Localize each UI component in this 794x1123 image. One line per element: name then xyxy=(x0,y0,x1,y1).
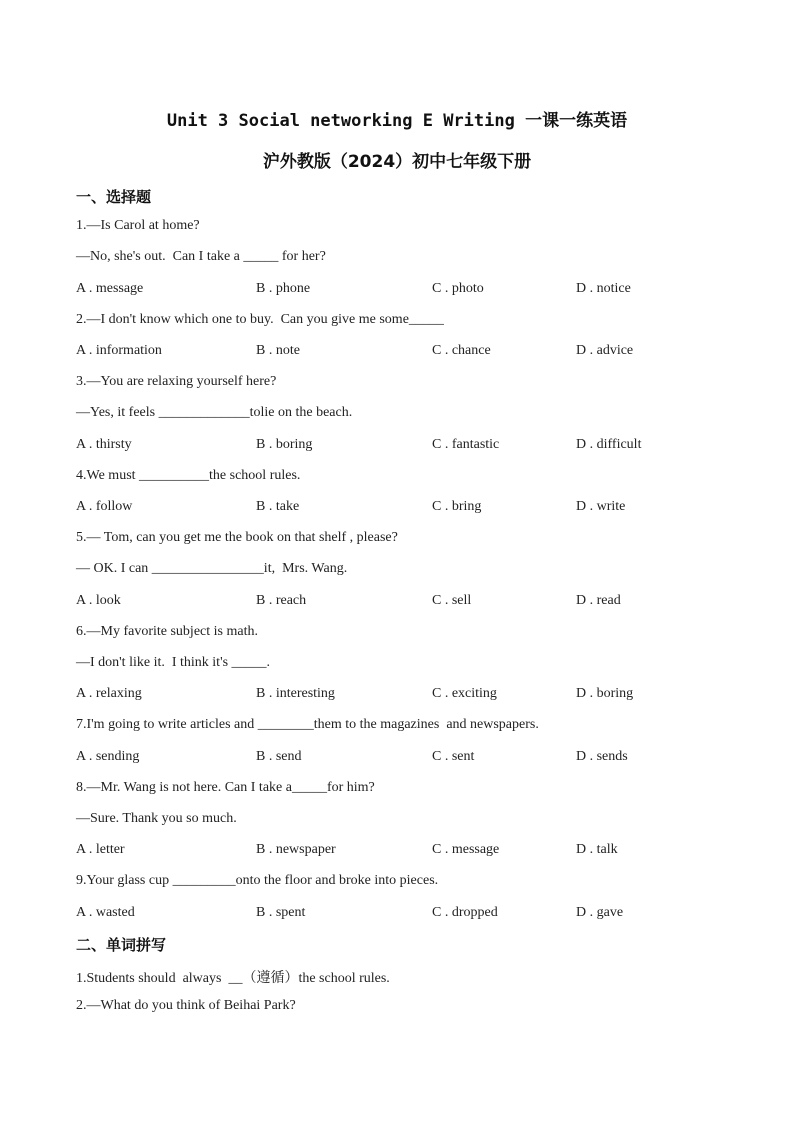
question-6-option-d[interactable]: D . boring xyxy=(576,686,634,701)
question-1-option-a[interactable]: A . message xyxy=(76,281,144,296)
question-6-option-b[interactable]: B . interesting xyxy=(256,686,335,701)
question-5-option-d[interactable]: D . read xyxy=(576,593,621,608)
question-7-option-c[interactable]: C . sent xyxy=(432,749,475,764)
question-2-option-a[interactable]: A . information xyxy=(76,343,162,358)
question-8-option-c[interactable]: C . message xyxy=(432,842,500,857)
question-5-stem: 5.— Tom, can you get me the book on that shelf , please? xyxy=(76,530,398,545)
question-7-option-a[interactable]: A . sending xyxy=(76,749,140,764)
question-8-stem-2: —Sure. Thank you so much. xyxy=(76,811,237,826)
question-7-stem: 7.I'm going to write articles and ________them to the magazines and newspapers. xyxy=(76,717,539,732)
question-9-option-d[interactable]: D . gave xyxy=(576,905,624,920)
question-9-option-c[interactable]: C . dropped xyxy=(432,905,498,920)
question-9-option-a[interactable]: A . wasted xyxy=(76,905,135,920)
question-6-option-a[interactable]: A . relaxing xyxy=(76,686,142,701)
section-heading-multiple-choice: 一、选择题 xyxy=(76,188,152,206)
question-9-stem: 9.Your glass cup _________onto the floor and broke into pieces. xyxy=(76,873,439,888)
question-3-stem: 3.—You are relaxing yourself here? xyxy=(76,374,277,389)
question-2-option-b[interactable]: B . note xyxy=(256,343,300,358)
question-1-stem: 1.—Is Carol at home? xyxy=(76,218,200,233)
question-6-stem-2: —I don't like it. I think it's _____. xyxy=(76,655,271,670)
question-1-stem-2: —No, she's out. Can I take a _____ for her? xyxy=(76,249,326,264)
section-heading-word-spelling: 二、单词拼写 xyxy=(76,936,167,954)
question-4-stem: 4.We must __________the school rules. xyxy=(76,468,301,483)
question-3-option-b[interactable]: B . boring xyxy=(256,437,313,452)
question-4-option-a[interactable]: A . follow xyxy=(76,499,133,514)
question-2-option-c[interactable]: C . chance xyxy=(432,343,491,358)
question-1-option-d[interactable]: D . notice xyxy=(576,281,631,296)
question-8-option-a[interactable]: A . letter xyxy=(76,842,125,857)
question-3-option-a[interactable]: A . thirsty xyxy=(76,437,132,452)
question-1-option-c[interactable]: C . photo xyxy=(432,281,484,296)
spelling-question-2: 2.—What do you think of Beihai Park? xyxy=(76,998,296,1013)
question-4-option-d[interactable]: D . write xyxy=(576,499,626,514)
document-subtitle: 沪外教版（2024）初中七年级下册 xyxy=(262,152,532,172)
document-title: Unit 3 Social networking E Writing 一课一练英语 xyxy=(166,111,628,131)
question-5-option-c[interactable]: C . sell xyxy=(432,593,472,608)
question-5-option-b[interactable]: B . reach xyxy=(256,593,307,608)
question-3-option-c[interactable]: C . fantastic xyxy=(432,437,500,452)
question-2-stem: 2.—I don't know which one to buy. Can you give me some_____ xyxy=(76,312,444,327)
question-3-stem-2: —Yes, it feels _____________tolie on the beach. xyxy=(76,405,353,420)
question-2-option-d[interactable]: D . advice xyxy=(576,343,634,358)
spelling-question-1: 1.Students should always __（遵循）the school rules. xyxy=(76,971,390,986)
question-9-option-b[interactable]: B . spent xyxy=(256,905,306,920)
question-1-option-b[interactable]: B . phone xyxy=(256,281,311,296)
question-6-stem: 6.—My favorite subject is math. xyxy=(76,624,258,639)
question-4-option-b[interactable]: B . take xyxy=(256,499,300,514)
question-7-option-b[interactable]: B . send xyxy=(256,749,302,764)
question-4-option-c[interactable]: C . bring xyxy=(432,499,482,514)
question-8-stem: 8.—Mr. Wang is not here. Can I take a_____for him? xyxy=(76,780,375,795)
question-7-option-d[interactable]: D . sends xyxy=(576,749,628,764)
question-8-option-d[interactable]: D . talk xyxy=(576,842,618,857)
question-8-option-b[interactable]: B . newspaper xyxy=(256,842,336,857)
question-5-stem-2: — OK. I can ________________it, Mrs. Wang. xyxy=(76,561,348,576)
question-3-option-d[interactable]: D . difficult xyxy=(576,437,642,452)
question-5-option-a[interactable]: A . look xyxy=(76,593,121,608)
question-6-option-c[interactable]: C . exciting xyxy=(432,686,497,701)
